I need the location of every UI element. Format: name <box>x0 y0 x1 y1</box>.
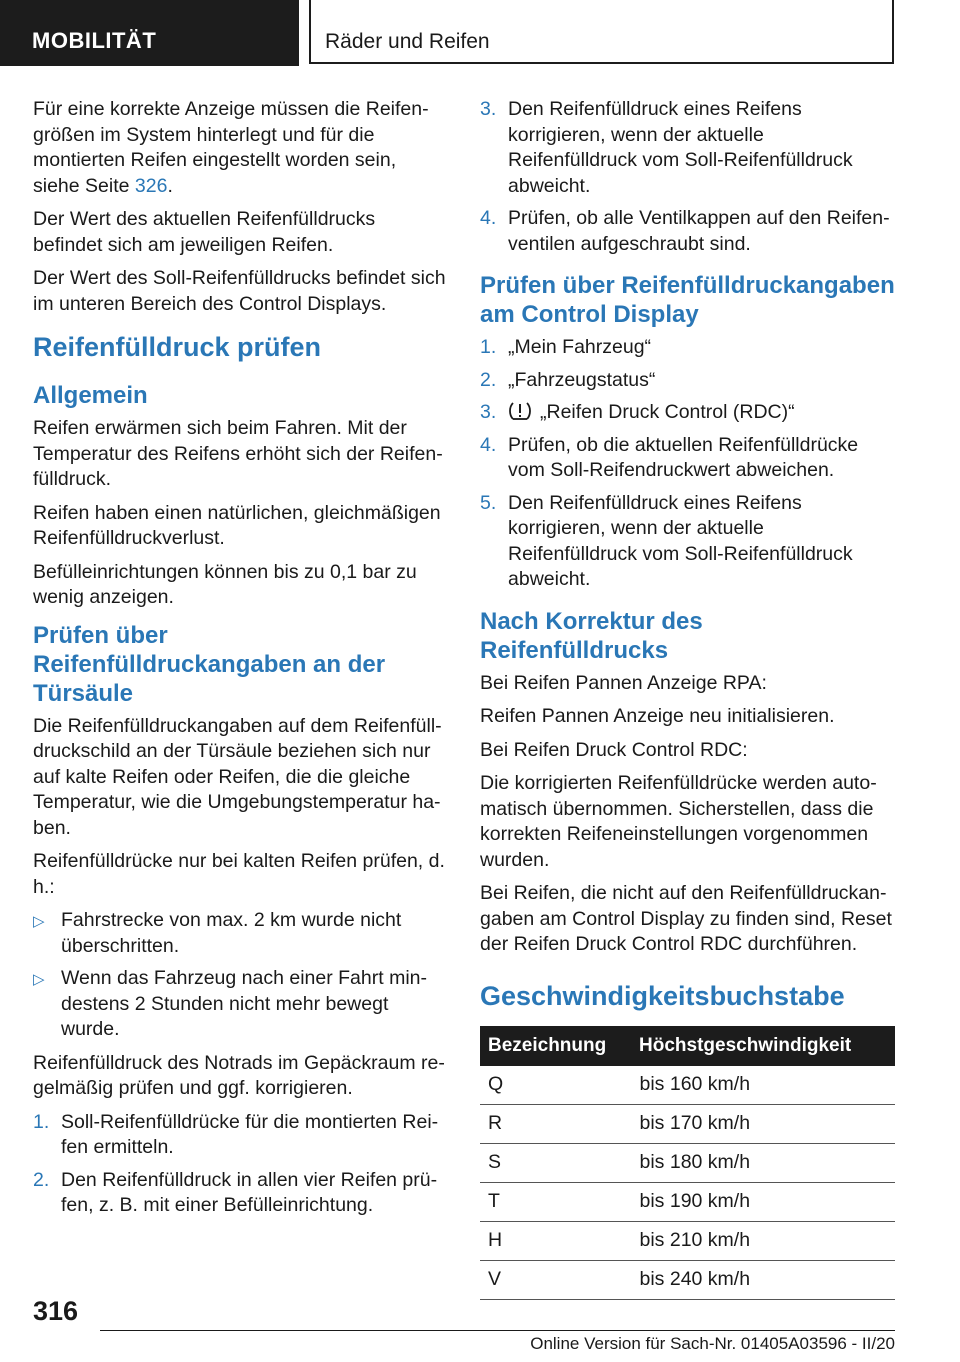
step-number: 3. <box>480 401 497 423</box>
triangle-bullet-icon: ▷ <box>33 913 45 930</box>
table-cell: bis 170 km/h <box>631 1104 895 1143</box>
page-number: 316 <box>33 1296 79 1326</box>
general-paragraph-2: Reifen haben einen natürlichen, gleichmäßigen Reifenfülldruckverlust. <box>33 501 441 549</box>
left-column <box>33 97 447 1227</box>
table-cell: bis 190 km/h <box>631 1182 895 1221</box>
heading-general: Allgemein <box>33 382 148 409</box>
intro-text: Für eine korrekte Anzeige müssen die Reifengrößen im System hinterlegt und für die montierten Reifen eingestellt worden sein, siehe Seite <box>33 98 429 197</box>
list-item-text: Wenn das Fahrzeug nach einer Fahrt mindestens 2 Stunden nicht mehr bewegt wurde. <box>61 967 427 1040</box>
door-paragraph-1: Die Reifenfülldruckangaben auf dem Reifenfülldruckschild an der Türsäule beziehen sich nur auf kalte Reifen oder Reifen, die die gleiche Temperatur, wie die Umgebungstemperatur haben. <box>33 714 442 839</box>
steps-list-continued <box>480 97 895 257</box>
list-item <box>480 491 895 593</box>
after-paragraph-5: Bei Reifen, die nicht auf den Reifenfülldruckangaben am Control Display zu finden sind, Reset der Reifen Druck Control RDC durchführen. <box>480 882 892 955</box>
table-header-row <box>480 1026 895 1066</box>
chapter-title: Räder und Reifen <box>309 0 894 64</box>
footer-divider <box>100 1330 895 1331</box>
list-item <box>33 1110 447 1161</box>
tire-pressure-warning-icon <box>508 400 532 422</box>
table-cell: bis 160 km/h <box>631 1066 895 1105</box>
list-item <box>33 966 447 1043</box>
column-header: Bezeichnung <box>480 1026 631 1066</box>
general-paragraph-1: Reifen erwärmen sich beim Fahren. Mit der Temperatur des Reifens erhöht sich der Reifenfülldruck. <box>33 417 443 490</box>
table-row <box>480 1104 895 1143</box>
step-text: Soll-Reifenfülldrücke für die montierten Reifen ermitteln. <box>61 1110 439 1158</box>
table-cell: S <box>480 1143 631 1182</box>
step-text: Den Reifenfülldruck eines Reifens korrigieren, wenn der aktuelle Reifenfülldruck vom Soll-Reifenfülldruck abweicht. <box>508 98 853 197</box>
table-cell: bis 210 km/h <box>631 1221 895 1260</box>
table-cell: V <box>480 1260 631 1299</box>
step-number: 2. <box>480 368 497 391</box>
intro-paragraph-1 <box>33 97 447 199</box>
list-item-text: Fahrstrecke von max. 2 km wurde nicht überschritten. <box>61 909 402 957</box>
table-cell: T <box>480 1182 631 1221</box>
intro-paragraph-2: Der Wert des aktuellen Reifenfülldrucks befindet sich am jeweiligen Reifen. <box>33 208 376 256</box>
table-cell: bis 240 km/h <box>631 1260 895 1299</box>
after-paragraph-1: Bei Reifen Pannen Anzeige RPA: <box>480 671 767 694</box>
list-item <box>480 433 895 484</box>
table-row <box>480 1066 895 1105</box>
step-number: 4. <box>480 207 497 229</box>
step-number: 2. <box>33 1168 50 1191</box>
table-row <box>480 1260 895 1299</box>
steps-list <box>33 1110 447 1219</box>
list-item <box>480 368 895 394</box>
list-item <box>480 97 895 199</box>
step-text: „Fahrzeugstatus“ <box>508 368 656 391</box>
after-paragraph-3: Bei Reifen Druck Control RDC: <box>480 738 748 761</box>
table-row <box>480 1143 895 1182</box>
display-steps-list <box>480 335 895 593</box>
table-cell: H <box>480 1221 631 1260</box>
section-tab: MOBILITÄT <box>0 0 299 66</box>
table-cell: R <box>480 1104 631 1143</box>
page-link[interactable]: 326 <box>134 174 168 197</box>
table-cell: bis 180 km/h <box>631 1143 895 1182</box>
heading-door-pillar: Prüfen über Reifenfülldruckangaben an der Türsäule <box>33 621 386 707</box>
step-number: 1. <box>33 1110 50 1133</box>
condition-list <box>33 908 447 1043</box>
step-text: Prüfen, ob die aktuellen Reifenfülldrücke vom Soll-Reifendruckwert abweichen. <box>508 433 859 481</box>
footer-text: Online Version für Sach-Nr. 01405A03596 - II/20 <box>530 1334 895 1353</box>
step-number: 1. <box>480 336 497 358</box>
table-row <box>480 1182 895 1221</box>
heading-speed-letter: Geschwindigkeitsbuchstabe <box>480 980 845 1011</box>
list-item <box>480 400 895 426</box>
list-item <box>33 1168 447 1219</box>
list-item <box>480 206 895 257</box>
intro-paragraph-3: Der Wert des Soll-Reifenfülldrucks befindet sich im unteren Bereich des Control Displays. <box>33 267 446 315</box>
step-text: Den Reifenfülldruck in allen vier Reifen prüfen, z. B. mit einer Befülleinrichtung. <box>61 1168 438 1216</box>
intro-end: . <box>167 174 173 197</box>
door-paragraph-2: Reifenfülldrücke nur bei kalten Reifen prüfen, d. h.: <box>33 850 445 898</box>
after-paragraph-2: Reifen Pannen Anzeige neu initialisieren. <box>480 705 835 727</box>
page-header <box>0 0 960 66</box>
step-text: Prüfen, ob alle Ventilkappen auf den Reifenventilen aufgeschraubt sind. <box>508 207 890 255</box>
step-text: „Reifen Druck Control (RDC)“ <box>540 401 795 423</box>
list-item <box>33 908 447 959</box>
step-number: 3. <box>480 98 497 120</box>
door-paragraph-3: Reifenfülldruck des Notrads im Gepäckraum regelmäßig prüfen und ggf. korrigieren. <box>33 1051 445 1099</box>
heading-check-pressure: Reifenfülldruck prüfen <box>33 332 322 362</box>
speed-table <box>480 1026 895 1300</box>
heading-after-correction: Nach Korrektur des Reifenfülldrucks <box>480 607 703 664</box>
step-text: „Mein Fahrzeug“ <box>508 336 652 358</box>
table-row <box>480 1221 895 1260</box>
triangle-bullet-icon: ▷ <box>33 971 45 988</box>
general-paragraph-3: Befülleinrichtungen können bis zu 0,1 bar zu wenig anzeigen. <box>33 560 417 608</box>
table-cell: Q <box>480 1066 631 1105</box>
list-item <box>480 335 895 361</box>
step-number: 4. <box>480 433 497 456</box>
after-paragraph-4: Die korrigierten Reifenfülldrücke werden automatisch übernommen. Sicherstellen, dass die korrekten Reifeneinstellungen vorgenommen wurden. <box>480 772 877 871</box>
column-header: Höchstgeschwindigkeit <box>631 1026 895 1066</box>
step-number: 5. <box>480 491 497 514</box>
step-text: Den Reifenfülldruck eines Reifens korrigieren, wenn der aktuelle Reifenfülldruck vom Soll-Reifenfülldruck abweicht. <box>508 491 853 590</box>
right-column <box>480 97 895 1300</box>
heading-control-display: Prüfen über Reifenfülldruckangaben am Control Display <box>480 272 895 328</box>
